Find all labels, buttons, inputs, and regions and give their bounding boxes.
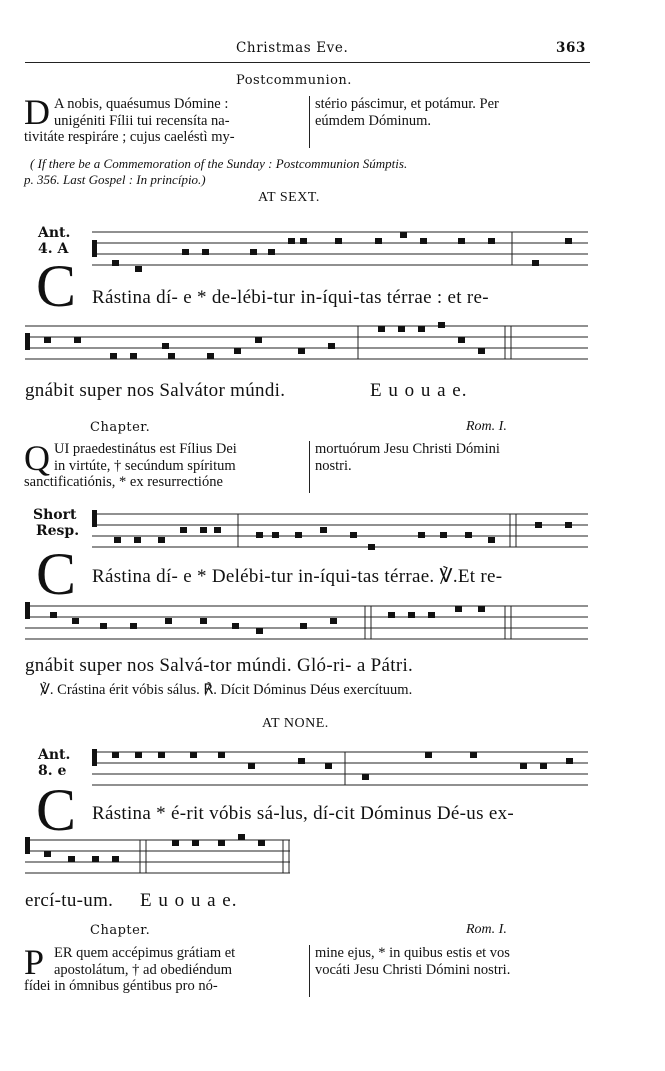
text-line: unigéniti Fílii tui recensíta na-: [54, 112, 230, 129]
sext-lyrics-line2: gnábit super nos Salvátor múndi.: [25, 380, 286, 401]
none-chapter-heading: Chapter.: [90, 923, 151, 938]
sext-chapter-heading: Chapter.: [90, 420, 151, 435]
resp-lyrics-line2: gnábit super nos Salvá-tor múndi. Gló-ri- a Pátri.: [25, 655, 414, 676]
sext-chapter-drop-cap: Q: [24, 438, 50, 478]
text-line: sanctificatiónis, * ex resurrectióne: [24, 474, 223, 490]
antiphon-mode: 4. A: [38, 241, 69, 257]
none-chapter-drop-cap: P: [24, 942, 45, 982]
text-line: stério páscimur, et potámur. Per: [315, 96, 499, 112]
none-lyrics-line1: Rástina * é-rit vóbis sá-lus, dí-cit Dóminus Dé-us ex-: [92, 803, 514, 824]
antiphon-label: Ant.: [38, 225, 71, 241]
text-line: A nobis, quaésumus Dómine :: [54, 96, 229, 112]
resp-initial: C: [36, 541, 77, 607]
column-divider: [309, 945, 310, 997]
text-line: mortuórum Jesu Christi Dómini: [315, 441, 500, 457]
rubric-line: ( If there be a Commemoration of the Sunday : Postcommunion Súmptis.: [30, 156, 408, 171]
sext-chapter-left-column: [24, 438, 306, 491]
postcommunion-drop-cap: D: [24, 92, 50, 132]
none-heading: AT NONE.: [262, 716, 329, 731]
short-resp-label: Short: [33, 507, 77, 523]
text-line: nostri.: [315, 457, 352, 474]
text-line: UI praedestinátus est Fílius Dei: [54, 441, 237, 457]
none-lyrics-line2: ercí-tu-um.: [25, 890, 114, 911]
column-divider: [309, 441, 310, 493]
short-resp-label-2: Resp.: [36, 523, 80, 539]
none-chapter-left-column: [24, 942, 306, 995]
page-number: 363: [556, 40, 586, 56]
rubric-line: p. 356. Last Gospel : In princípio.): [24, 172, 206, 187]
sext-chapter-right-column: [315, 441, 593, 474]
text-line: vocáti Jesu Christi Dómini nostri.: [315, 961, 511, 978]
postcommunion-heading: Postcommunion.: [236, 73, 352, 88]
sext-heading: AT SEXT.: [258, 190, 320, 205]
versicle-line: ℣. Crástina érit vóbis sálus. ℟. Dícit Dóminus Déus exercítuum.: [40, 682, 413, 698]
text-line: ER quem accépimus grátiam et: [54, 945, 236, 961]
none-chapter-reference: Rom. I.: [466, 922, 507, 937]
text-line: tivitáte respiráre ; cujus caeléstì my-: [24, 129, 235, 145]
sext-lyrics-line1: Rástina dí- e * de-lébi-tur in-íqui-tas térrae : et re-: [92, 287, 489, 308]
text-line: fídei in ómnibus géntibus pro nó-: [24, 978, 218, 994]
text-line: in virtúte, † secúndum spíritum: [54, 457, 236, 474]
none-euouae: E u o u a e.: [140, 890, 238, 911]
none-antiphon-label: Ant.: [38, 747, 71, 763]
sext-euouae: E u o u a e.: [370, 380, 468, 401]
none-antiphon-mode: 8. e: [38, 763, 67, 779]
sext-antiphon-initial: C: [36, 253, 77, 319]
text-line: mine ejus, * in quibus estis et vos: [315, 945, 510, 961]
none-chapter-right-column: [315, 945, 593, 978]
resp-lyrics-line1: Rástina dí- e * Delébi-tur in-íqui-tas térrae. ℣.Et re-: [92, 566, 503, 587]
page-title: Christmas Eve.: [236, 40, 349, 56]
sext-chapter-reference: Rom. I.: [466, 419, 507, 434]
text-line: eúmdem Dóminum.: [315, 112, 431, 129]
none-antiphon-initial: C: [36, 777, 77, 843]
text-line: apostolátum, † ad obediéndum: [54, 961, 232, 978]
